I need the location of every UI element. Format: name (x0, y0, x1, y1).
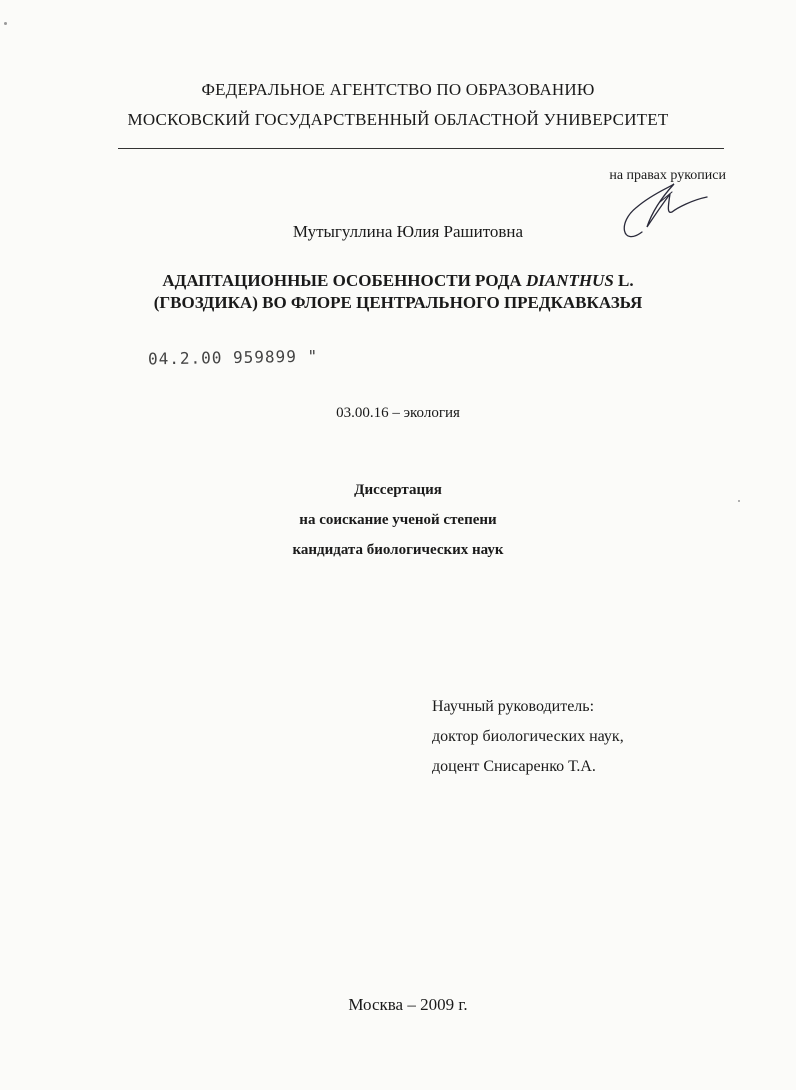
dissertation-title (0, 270, 796, 314)
manuscript-note: на правах рукописи (609, 168, 726, 183)
city-year: Москва – 2009 г. (348, 995, 468, 1014)
author-name: Мутыгуллина Юлия Рашитовна (292, 222, 524, 241)
supervisor-block (432, 692, 624, 782)
title-line-2: (ГВОЗДИКА) ВО ФЛОРЕ ЦЕНТРАЛЬНОГО ПРЕДКАВКАЗЬЯ (153, 293, 643, 312)
supervisor-name: доцент Снисаренко Т.А. (432, 758, 596, 775)
agency-name: ФЕДЕРАЛЬНОЕ АГЕНТСТВО ПО ОБРАЗОВАНИЮ (201, 80, 595, 99)
supervisor-degree: доктор биологических наук, (432, 728, 624, 745)
scan-speck (738, 500, 740, 502)
header-divider (118, 148, 724, 149)
degree-purpose: на соискание ученой степени (299, 512, 497, 528)
specialty-code: 03.00.16 – экология (336, 405, 460, 421)
title-line-1-part-2: L. (613, 271, 634, 290)
genus-name: DIANTHUS (525, 271, 614, 290)
title-line-1 (0, 270, 796, 292)
library-stamp-number: 04.2.00 959899 " (147, 346, 319, 369)
degree-name: кандидата биологических наук (292, 542, 504, 558)
supervisor-label: Научный руководитель: (432, 698, 595, 715)
dissertation-label: Диссертация (354, 482, 442, 498)
university-name: МОСКОВСКИЙ ГОСУДАРСТВЕННЫЙ ОБЛАСТНОЙ УНИВЕРСИТЕТ (127, 110, 669, 129)
title-line-1-part-1: АДАПТАЦИОННЫЕ ОСОБЕННОСТИ РОДА (162, 271, 526, 290)
scan-speck (4, 22, 7, 25)
